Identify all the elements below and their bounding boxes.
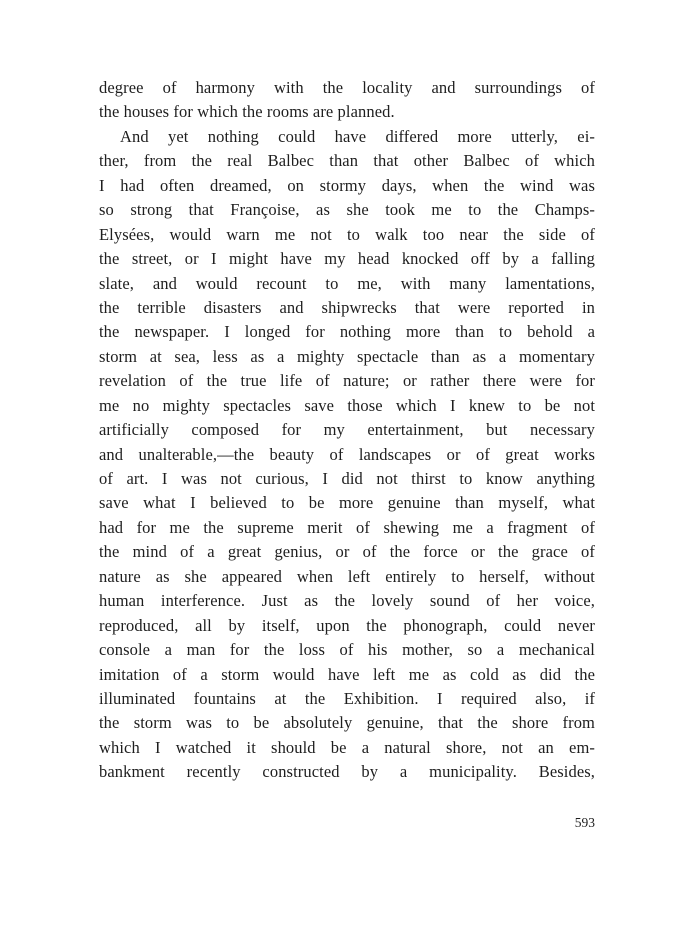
text-line: human interference. Just as the lovely sound of her voice, bbox=[99, 591, 595, 611]
text-line: the mind of a great genius, or of the force or the grace of bbox=[99, 542, 595, 562]
text-line: and unalterable,—the beauty of landscapes or of great works bbox=[99, 444, 595, 464]
text-line: the houses for which the rooms are planned. bbox=[99, 102, 395, 122]
text-line: artificially composed for my entertainment, but necessary bbox=[99, 420, 595, 440]
text-line: Elysées, would warn me not to walk too near the side of bbox=[99, 224, 595, 244]
text-line: console a man for the loss of his mother, so a mechanical bbox=[99, 640, 595, 660]
page-number: 593 bbox=[574, 815, 595, 830]
text-line: degree of harmony with the locality and surroundings of bbox=[99, 78, 595, 97]
text-line: storm at sea, less as a mighty spectacle than as a momentary bbox=[99, 346, 595, 366]
text-line: so strong that Françoise, as she took me to the Champs- bbox=[99, 200, 595, 220]
text-line: imitation of a storm would have left me as cold as did the bbox=[99, 664, 595, 684]
text-line: had for me the supreme merit of shewing me a fragment of bbox=[99, 517, 595, 537]
body-text bbox=[99, 76, 595, 785]
text-line: the terrible disasters and shipwrecks that were reported in bbox=[99, 297, 595, 317]
text-line: illuminated fountains at the Exhibition. I required also, if bbox=[99, 688, 595, 708]
text-line: of art. I was not curious, I did not thirst to know anything bbox=[99, 469, 595, 488]
text-line: the street, or I might have my head knocked off by a falling bbox=[99, 249, 595, 269]
text-line: me no mighty spectacles save those which I knew to be not bbox=[99, 395, 595, 415]
text-line: the storm was to be absolutely genuine, that the shore from bbox=[99, 713, 595, 733]
text-line: revelation of the true life of nature; or rather there were for bbox=[99, 371, 595, 391]
text-line: the newspaper. I longed for nothing more than to behold a bbox=[99, 322, 595, 342]
text-line: which I watched it should be a natural shore, not an em- bbox=[99, 737, 595, 757]
text-line-paragraph-start: And yet nothing could have differed more utterly, ei- bbox=[120, 126, 595, 146]
text-line: bankment recently constructed by a municipality. Besides, bbox=[99, 762, 595, 782]
text-line: save what I believed to be more genuine than myself, what bbox=[99, 493, 595, 513]
text-line: nature as she appeared when left entirely to herself, without bbox=[99, 566, 595, 586]
text-line: slate, and would recount to me, with many lamentations, bbox=[99, 273, 595, 293]
text-line: reproduced, all by itself, upon the phonograph, could never bbox=[99, 615, 595, 635]
text-line: ther, from the real Balbec than that other Balbec of which bbox=[99, 151, 595, 171]
text-line: I had often dreamed, on stormy days, when the wind was bbox=[99, 175, 595, 195]
